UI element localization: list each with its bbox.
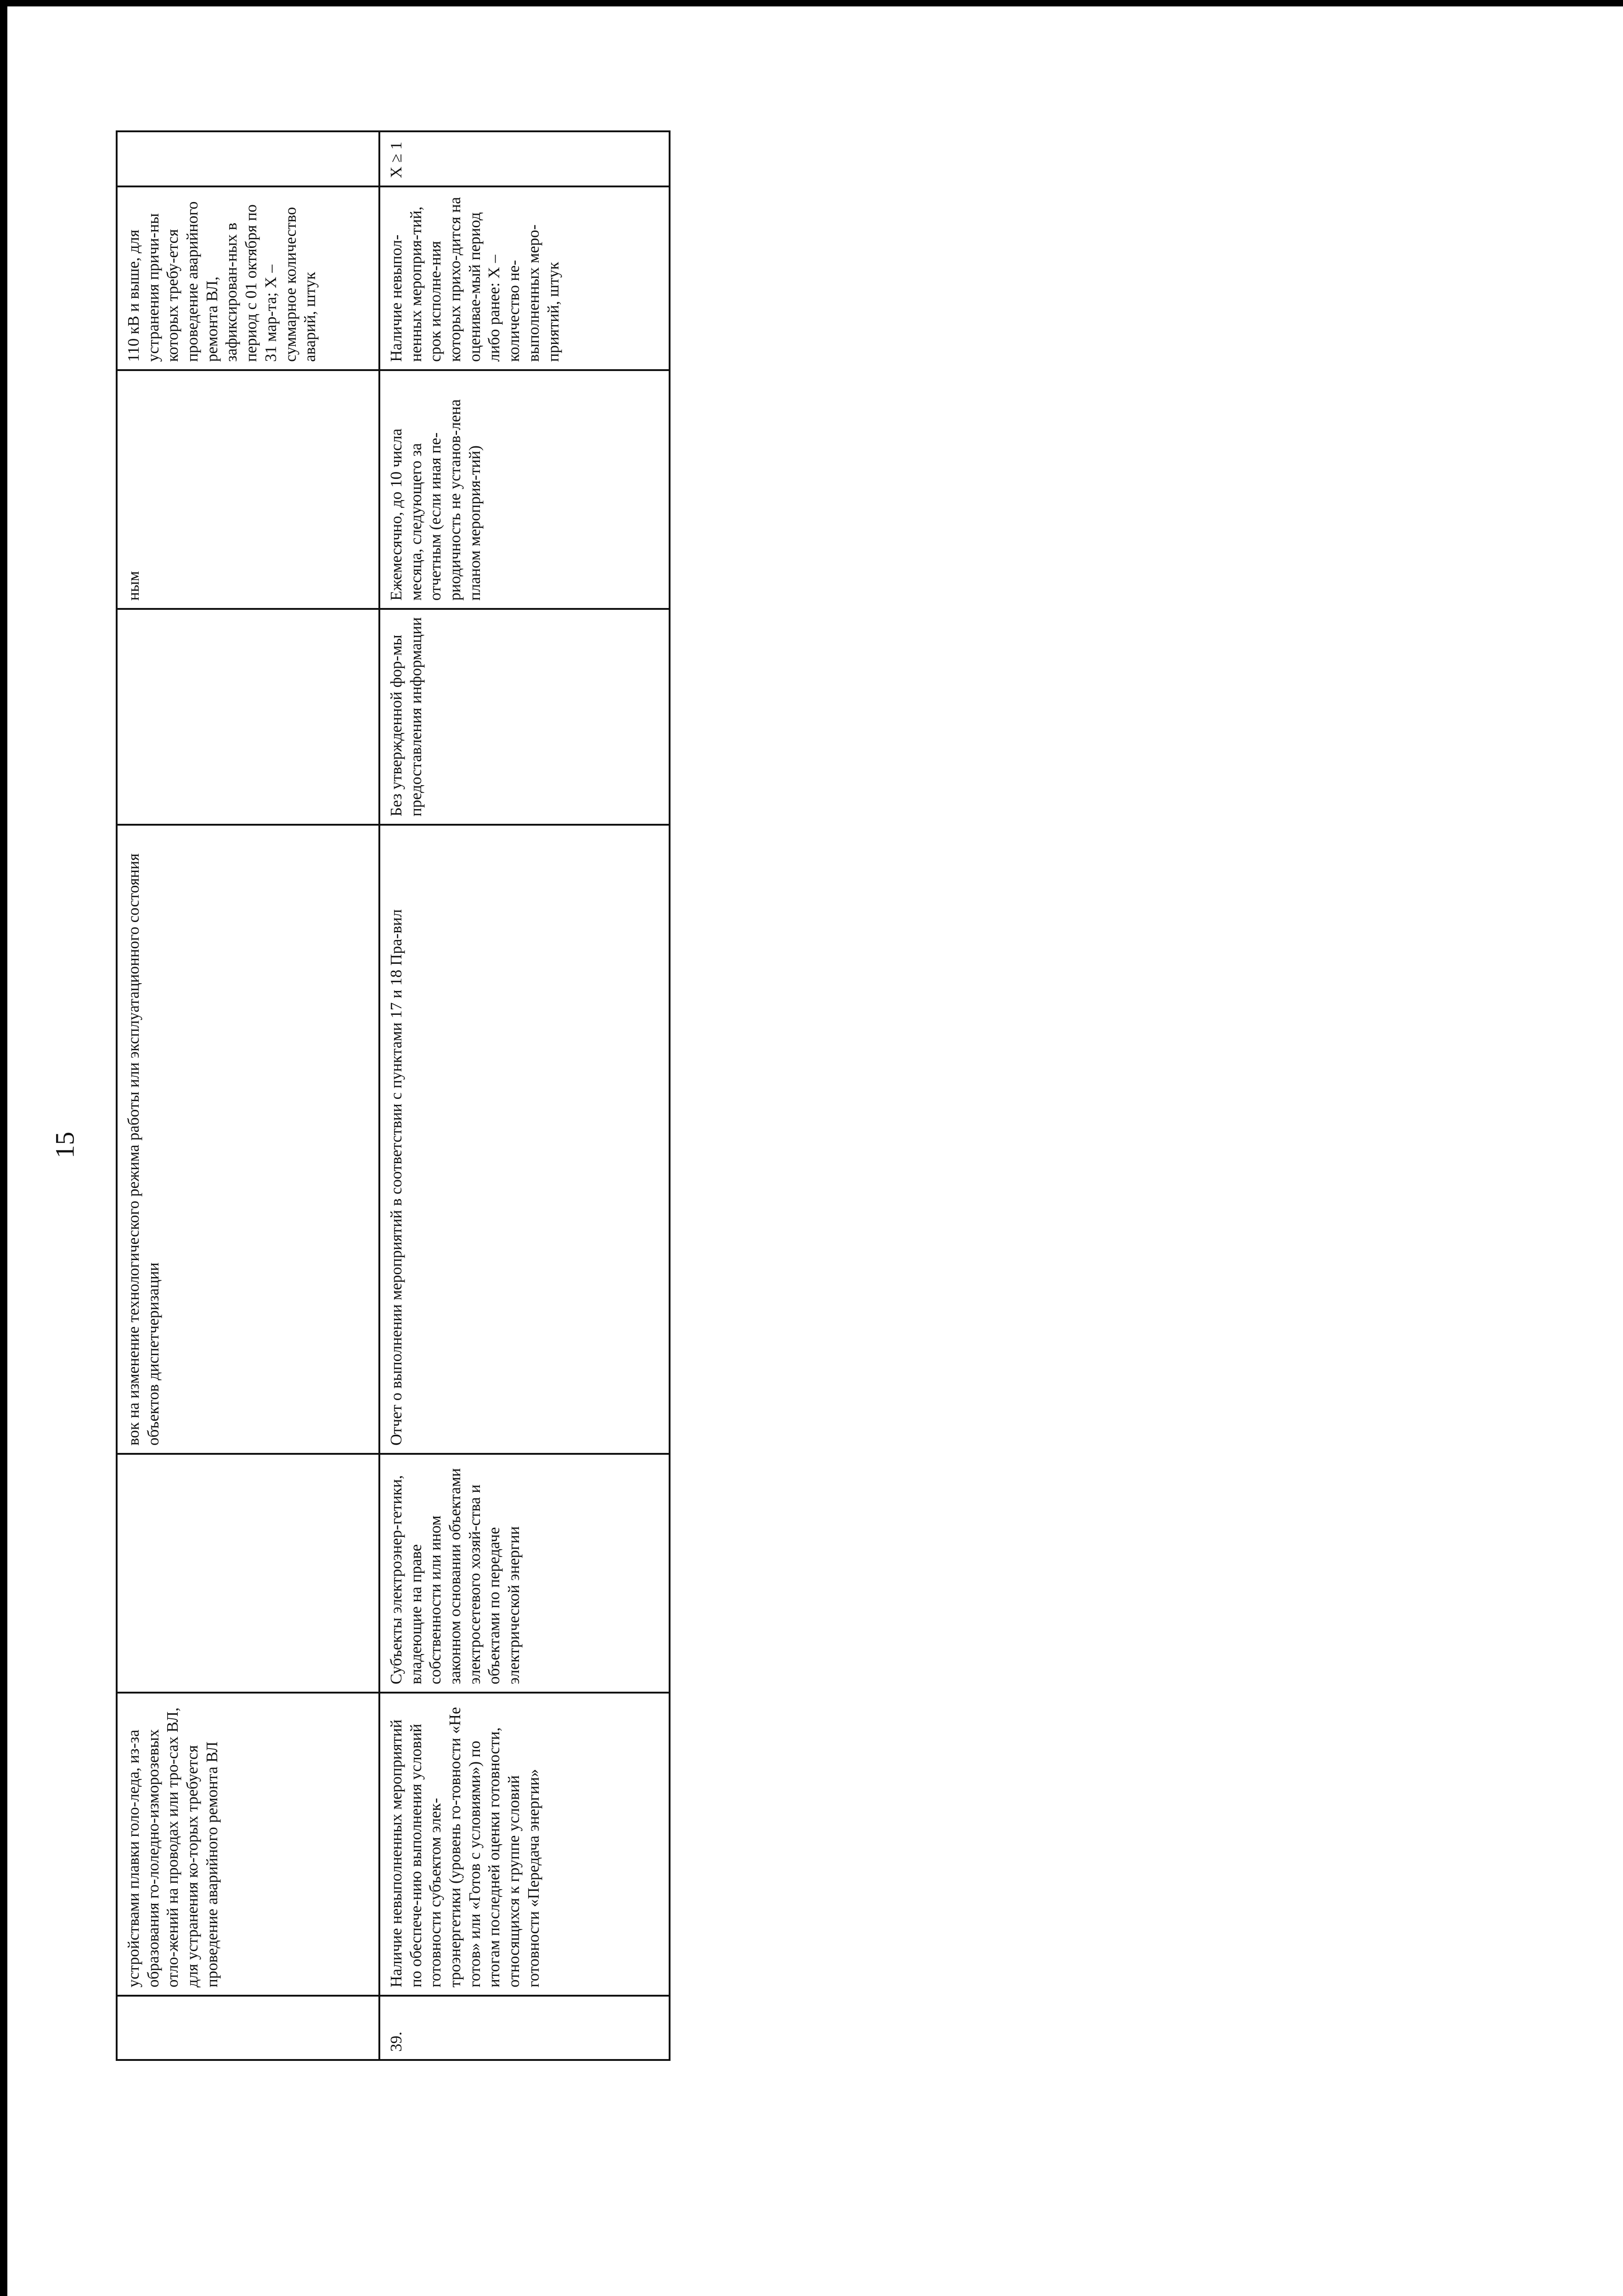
form-cell: Без утвержденной фор-мы предоставления информации bbox=[379, 609, 670, 825]
period-cell: Ежемесячно, до 10 числа месяца, следующего за отчетным (если иная пе-риодичность не установ-лена планом мероприя-тий) bbox=[379, 370, 670, 609]
scan-edge-left bbox=[0, 0, 7, 2296]
period-cell: ным bbox=[117, 370, 379, 609]
document-cell: Отчет о выполнении мероприятий в соответствии с пунктами 17 и 18 Пра-вил bbox=[379, 825, 670, 1454]
row-number-cell bbox=[117, 1996, 379, 2060]
indicator-cell: Наличие невыполненных мероприятий по обеспече-нию выполнения условий готовности субъектом элек-троэнергетики (уровень го-товности «Не готов» или «Готов с условиями») по итогам последней оценки готовности, относящихся к группе условий готовности «Передача энергии» bbox=[379, 1693, 670, 1996]
subjects-cell: Субъекты электроэнер-гетики, владеющие на праве собственности или ином законном основании объектами электросетевого хозяй-ства и объектами по передаче электрической энергии bbox=[379, 1454, 670, 1693]
threshold-cell: X ≥ 1 bbox=[379, 131, 670, 186]
threshold-cell bbox=[117, 131, 379, 186]
form-cell bbox=[117, 609, 379, 825]
calculation-cell: Наличие невыпол-ненных мероприя-тий, срок исполне-ния которых прихо-дится на оценивае-мый период либо ранее: X – количество не-выполненных меро-приятий, штук bbox=[379, 186, 670, 370]
calculation-cell: 110 кВ и выше, для устранения причи-ны которых требу-ется проведение аварийного ремонта ВЛ, зафиксирован-ных в период с 01 октября по 31 мар-та; X – суммарное количество аварий, штук bbox=[117, 186, 379, 370]
scan-edge-top bbox=[0, 0, 1623, 6]
subjects-cell bbox=[117, 1454, 379, 1693]
indicator-cell: устройствами плавки голо-леда, из-за образования го-лоледно-изморозевых отло-жений на проводах или тро-сах ВЛ, для устранения ко-торых требуется проведение аварийного ремонта ВЛ bbox=[117, 1693, 379, 1996]
document-cell: вок на изменение технологического режима работы или эксплуатационного состояния объектов диспетчеризации bbox=[117, 825, 379, 1454]
page-number: 15 bbox=[50, 1131, 80, 1159]
rotated-table-container bbox=[116, 132, 639, 2061]
table-row bbox=[379, 131, 670, 2060]
row-number-cell: 39. bbox=[379, 1996, 670, 2060]
table-row bbox=[117, 131, 379, 2060]
requirements-table bbox=[116, 130, 671, 2061]
